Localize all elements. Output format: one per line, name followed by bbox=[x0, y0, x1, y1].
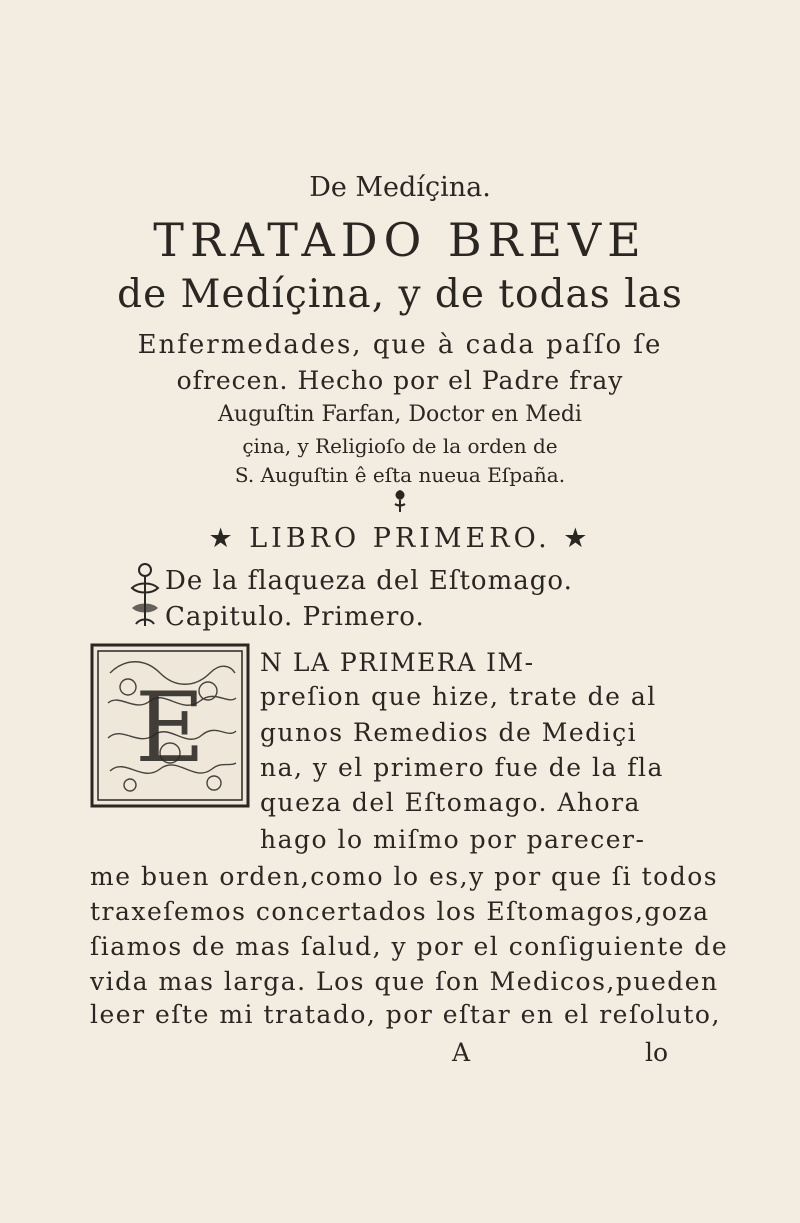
body-line: N LA PRIMERA IM- bbox=[260, 648, 535, 677]
body-line: na, y el primero fue de la fla bbox=[260, 753, 664, 782]
body-line: queza del Eſtomago. Ahora bbox=[260, 788, 641, 817]
signature-mark: A bbox=[452, 1038, 471, 1067]
main-title: TRATADO BREVE bbox=[153, 213, 647, 267]
body-line: traxeſemos concertados los Eſtomagos,goza bbox=[90, 897, 710, 926]
body-line: preſion que hize, trate de al bbox=[260, 682, 657, 711]
body-line: gunos Remedios de Mediçi bbox=[260, 718, 638, 747]
fleuron-ornament-icon bbox=[0, 488, 800, 518]
chapter-heading: De la flaqueza del Eſtomago. bbox=[165, 566, 573, 596]
initial-letter: E bbox=[134, 672, 206, 784]
title-line: ofrecen. Hecho por el Padre fray bbox=[176, 366, 624, 395]
subtitle: de Medíçina, y de todas las bbox=[117, 272, 683, 317]
title-line: çina, y Religioſo de la orden de bbox=[242, 434, 558, 458]
body-line: hago lo miſmo por parecer- bbox=[260, 825, 646, 854]
catchword: lo bbox=[645, 1038, 669, 1067]
chapter-subheading: Capitulo. Primero. bbox=[165, 602, 425, 632]
body-line: me buen orden,como lo es,y por que ſi todos bbox=[90, 862, 719, 891]
title-line: Enfermedades, que à cada paſſo ſe bbox=[137, 330, 663, 360]
running-head: De Medíçina. bbox=[309, 172, 491, 203]
body-line: ſiamos de mas ſalud, y por el conſiguiente de bbox=[90, 932, 729, 961]
floral-ornament-icon bbox=[128, 560, 162, 636]
decorated-initial bbox=[90, 643, 250, 808]
body-line: vida mas larga. Los que ſon Medicos,pueden bbox=[90, 967, 719, 996]
book-title: ★ LIBRO PRIMERO. ★ bbox=[208, 523, 592, 554]
title-line: Auguſtin Farfan, Doctor en Medi bbox=[218, 402, 582, 427]
title-line: S. Auguſtin ê eſta nueua Eſpaña. bbox=[234, 463, 566, 487]
body-line: leer eſte mi tratado, por eſtar en el reſoluto, bbox=[90, 1000, 721, 1029]
